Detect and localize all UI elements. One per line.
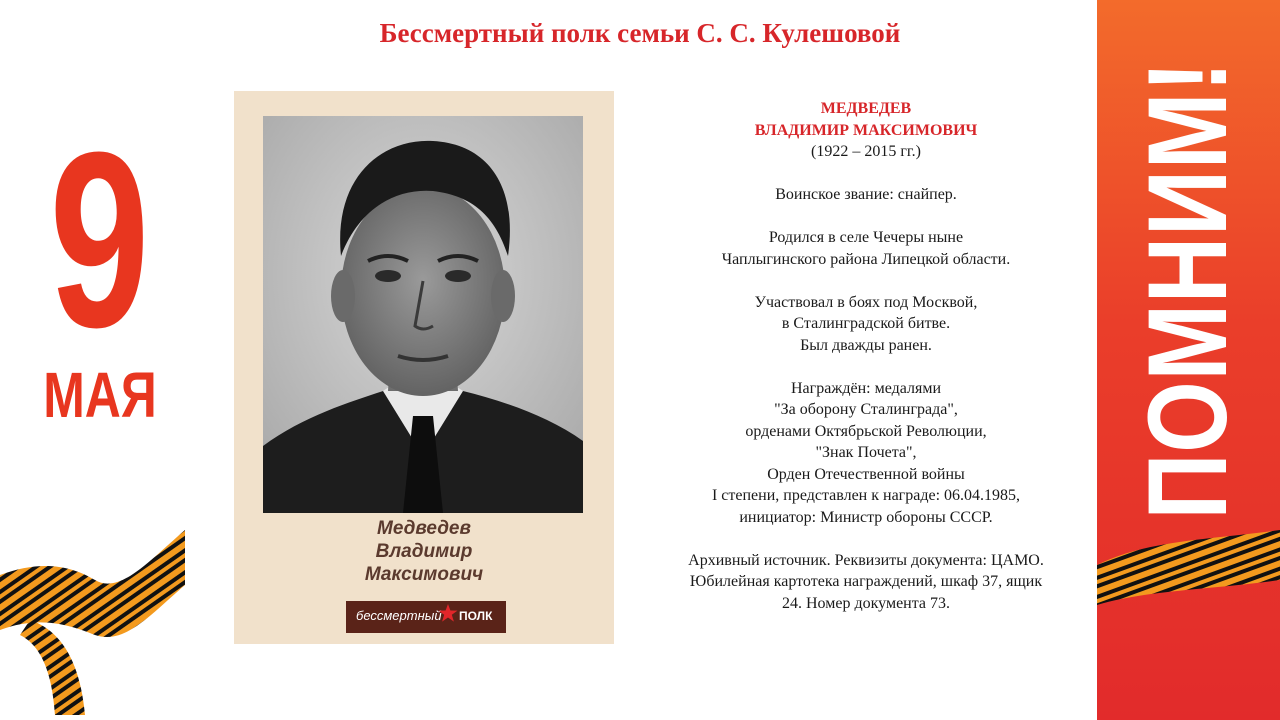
bio-source-line: Юбилейная картотека награждений, шкаф 37, ящик xyxy=(689,573,1043,590)
band-slogan-text: ПОМНИМ! xyxy=(1125,60,1250,520)
portrait-caption xyxy=(234,517,614,586)
bio-born-line: Родился в селе Чечеры ныне xyxy=(768,229,964,246)
bio-surname: МЕДВЕДЕВ xyxy=(820,100,912,117)
bio-battles-line: Был дважды ранен. xyxy=(800,336,932,354)
bio-battles-line: Участвовал в боях под Москвой, xyxy=(754,293,978,311)
band-slogan xyxy=(1118,60,1258,520)
portrait-illustration-icon xyxy=(263,116,583,513)
bio-given-names: ВЛАДИМИР МАКСИМОВИЧ xyxy=(754,121,978,139)
bio-awards-line: орденами Октябрьской Революции, xyxy=(745,422,987,440)
st-george-ribbon-right-icon xyxy=(1097,515,1280,605)
immortal-regiment-logo xyxy=(346,601,506,633)
bio-source-line: Архивный источник. Реквизиты документа: ЦАМО. xyxy=(688,551,1044,569)
portrait-caption-line: Владимир xyxy=(375,541,473,562)
date-month: МАЯ xyxy=(43,359,157,431)
bio-awards-line: "За оборону Сталинграда", xyxy=(774,401,958,418)
bio-awards-line: инициатор: Министр обороны СССР. xyxy=(739,508,993,526)
bio-battles-line: в Сталинградской битве. xyxy=(781,315,951,332)
biography xyxy=(640,98,1092,614)
bio-rank: Воинское звание: снайпер. xyxy=(775,186,957,203)
portrait-caption-line: Максимович xyxy=(364,564,484,585)
portrait-caption-line: Медведев xyxy=(377,518,471,539)
date-day: 9 xyxy=(49,100,150,379)
portrait-card xyxy=(234,91,614,644)
bio-awards-line: Награждён: медалями xyxy=(790,379,942,397)
bio-years: (1922 – 2015 гг.) xyxy=(811,143,921,160)
red-star-icon xyxy=(438,603,458,623)
page-title: Бессмертный полк семьи С. С. Кулешовой xyxy=(379,18,901,48)
bio-awards-line: I степени, представлен к награде: 06.04.1985, xyxy=(711,487,1021,504)
bio-source-line: 24. Номер документа 73. xyxy=(781,594,951,612)
portrait-photo xyxy=(263,116,583,513)
bio-awards-line: Орден Отечественной войны xyxy=(767,465,965,483)
bio-born-line: Чаплыгинского района Липецкой области. xyxy=(721,250,1011,268)
logo-word-2: ПОЛК xyxy=(459,609,493,623)
bio-awards-line: "Знак Почета", xyxy=(815,444,917,461)
logo-word-1: бессмертный xyxy=(356,608,442,623)
st-george-ribbon-left-icon xyxy=(0,520,190,720)
